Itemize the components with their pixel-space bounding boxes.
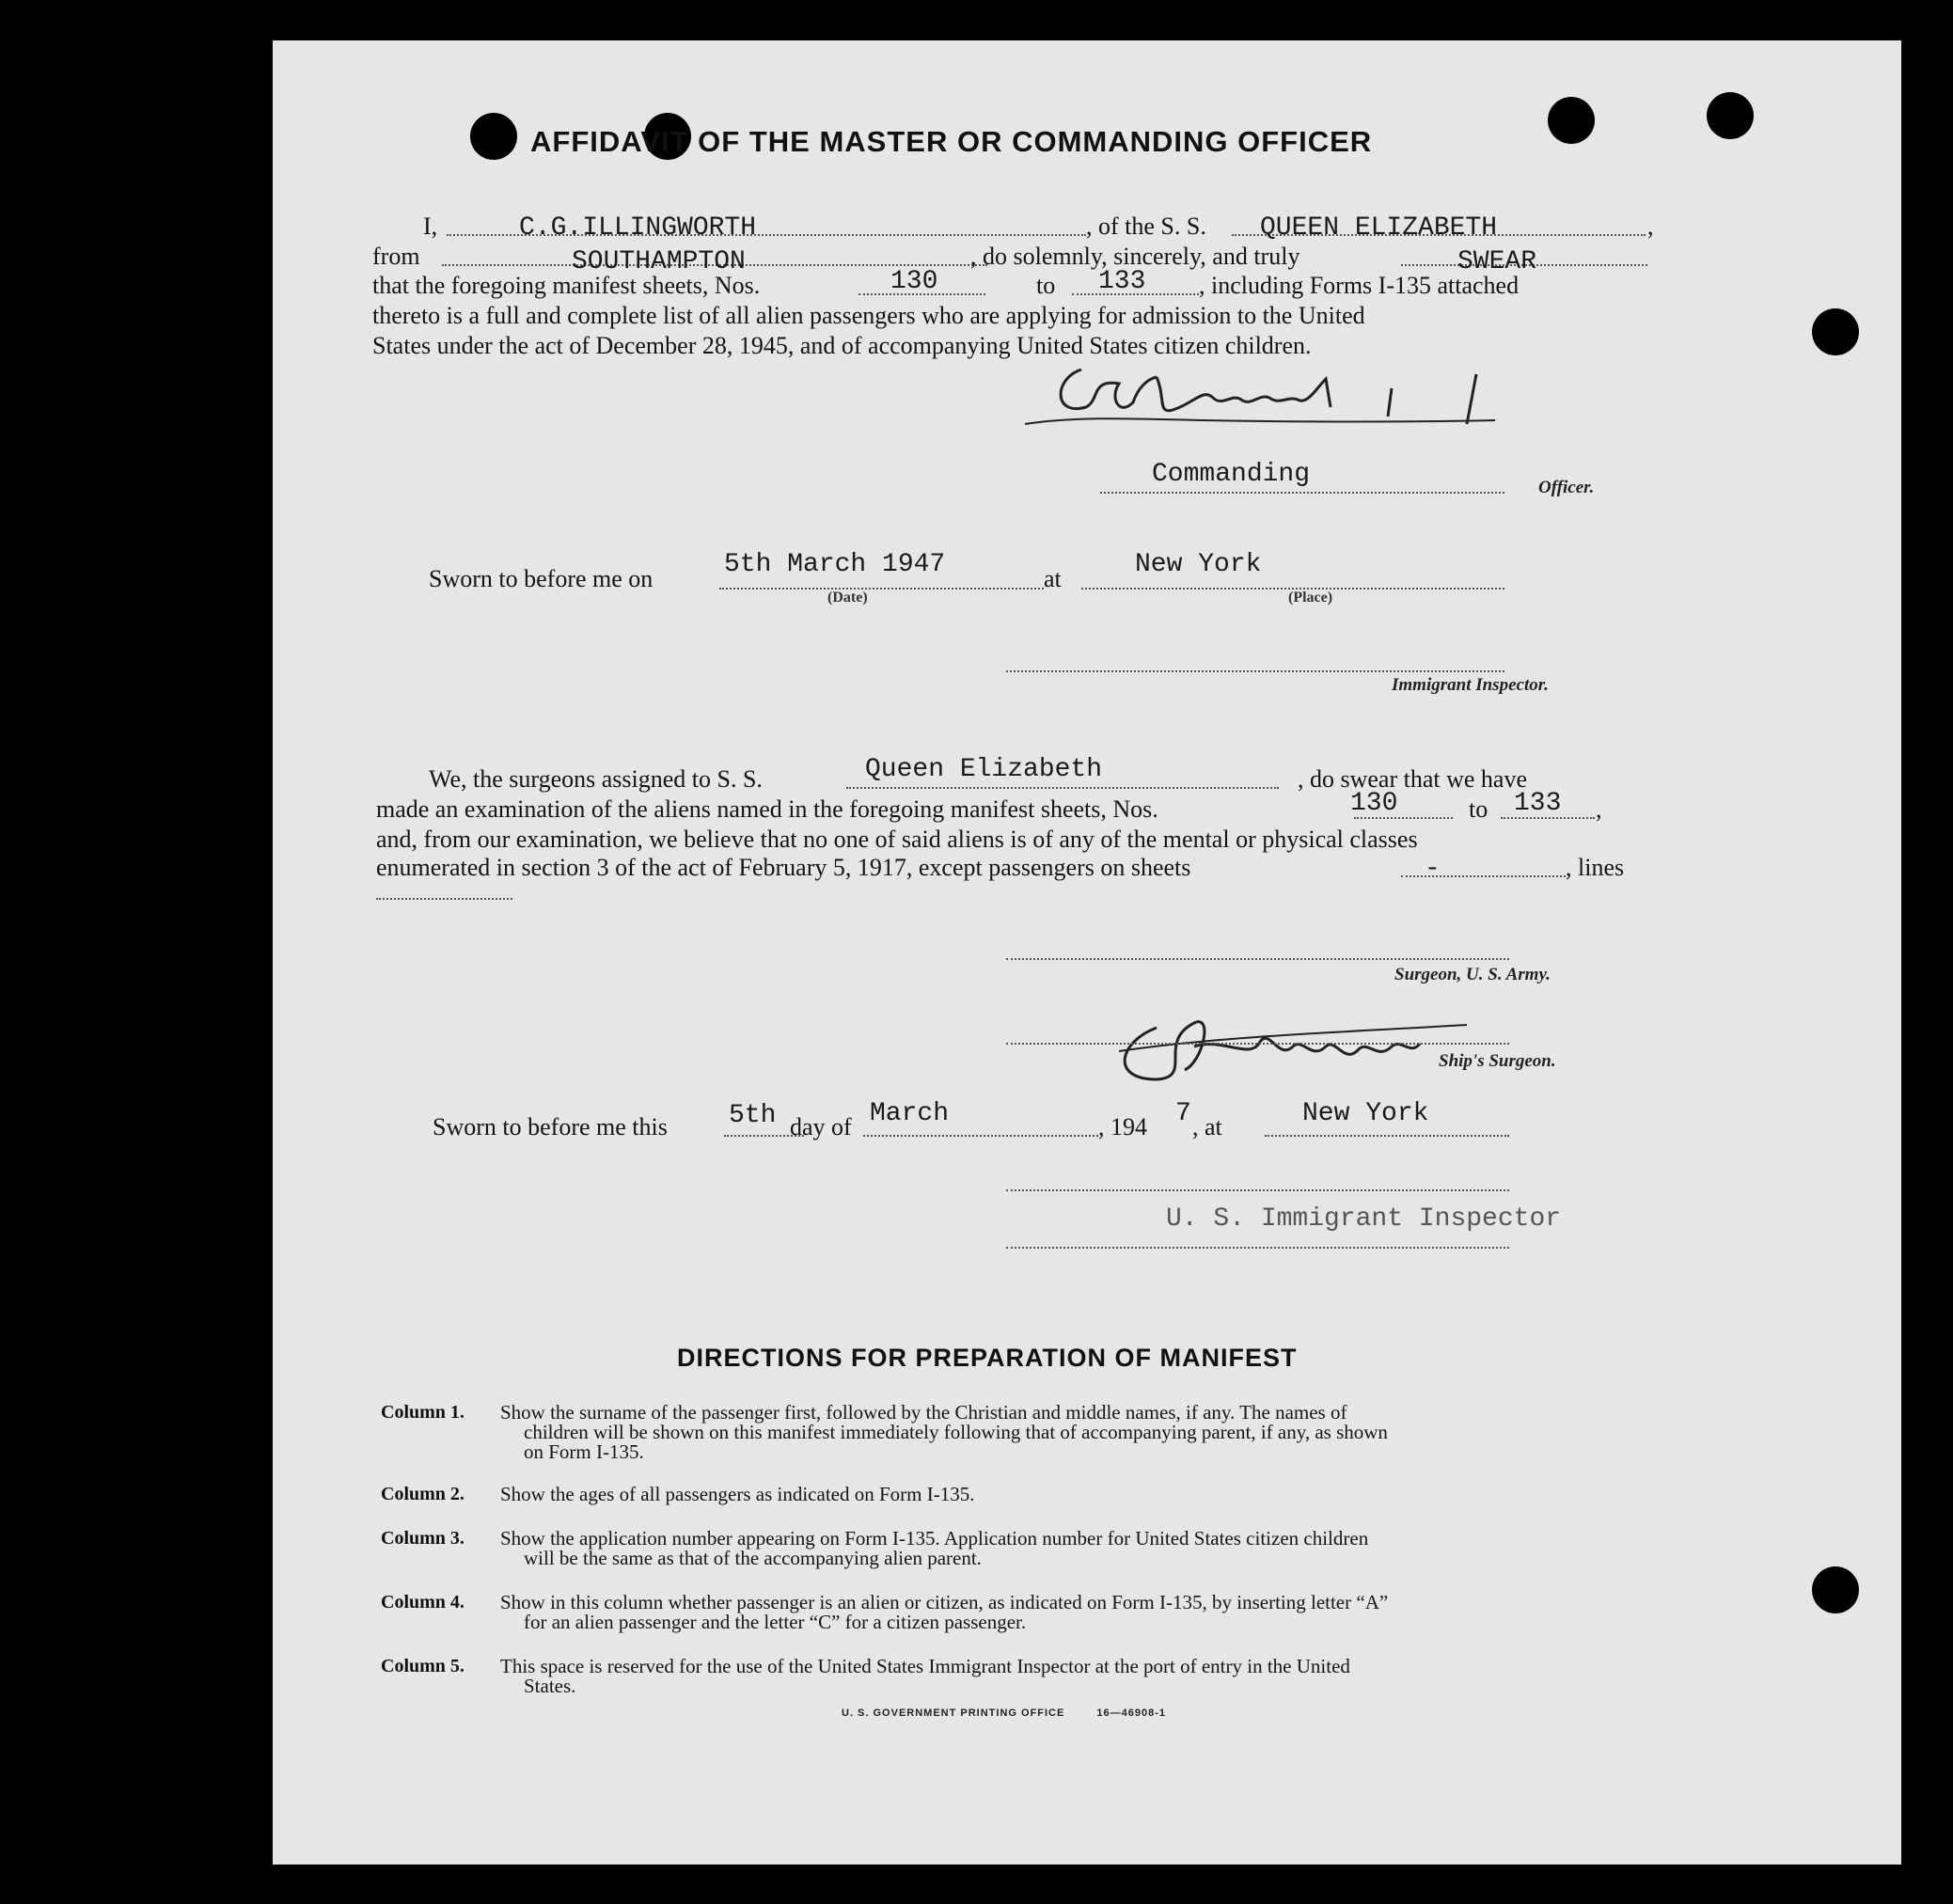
directions-title: DIRECTIONS FOR PREPARATION OF MANIFEST [677,1344,1298,1372]
affidavit-i-label: I, [423,212,438,240]
column-text-line: This space is reserved for the use of the United States Immigrant Inspector at the port of entry in the United [500,1655,1350,1677]
column-label: Column 1. [381,1402,465,1423]
form-code: 16—46908-1 [1096,1707,1167,1719]
from-label: from [372,243,420,270]
officer-caption: Officer. [1538,478,1595,497]
master-name: C.G.ILLINGWORTH [519,213,757,243]
affidavit-title: AFFIDAVIT OF THE MASTER OR COMMANDING OFFICER [530,125,1373,158]
year-digit: 7 [1175,1099,1191,1128]
column-text-line: children will be shown on this manifest immediately following that of accompanying parent, if any, as shown [524,1421,1388,1443]
inspector-line-3 [1006,1247,1509,1249]
sworn-place-line-2 [1265,1135,1509,1137]
inspector-stamp: U. S. Immigrant Inspector [1166,1204,1562,1234]
sworn-month: March [870,1099,950,1128]
column-label: Column 5. [381,1656,465,1676]
immigrant-inspector-caption: Immigrant Inspector. [1392,675,1549,695]
sworn-date: 5th March 1947 [724,550,946,579]
port-name: SOUTHAMPTON [572,247,746,276]
ship-surgeon-signature [1100,1004,1504,1089]
punch-hole [470,113,517,160]
date-caption: (Date) [827,590,868,606]
month-line [863,1135,1098,1137]
punch-hole [1707,92,1754,139]
manifest-sheets-text: that the foregoing manifest sheets, Nos. [372,272,761,299]
surgeon-ship-line [846,787,1279,789]
sworn-at-label: at [1044,565,1062,592]
sworn-place: New York [1135,550,1262,579]
punch-hole [1812,1566,1859,1613]
column-label: Column 3. [381,1528,465,1549]
surgeons-line4-a: enumerated in section 3 of the act of February 5, 1917, except passengers on sheets [376,854,1191,881]
sheet-from-value: 130 [890,267,938,296]
except-lines-line [376,898,512,900]
surgeons-line1-a: We, the surgeons assigned to S. S. [429,765,763,793]
column-text-line: will be the same as that of the accompanying alien parent. [524,1547,982,1569]
place-caption: (Place) [1288,590,1333,606]
column-label: Column 4. [381,1592,465,1613]
column-text-line: Show the application number appearing on Form I-135. Application number for United States citizen children [500,1527,1369,1550]
surgeon-ship-name: Queen Elizabeth [865,755,1103,784]
sworn-day: 5th [729,1101,777,1130]
column-text-line: Show the surname of the passenger first, followed by the Christian and middle names, if any. The names of [500,1401,1347,1424]
sworn-date-line [719,588,1044,590]
surgeon-sheet-to: 133 [1514,789,1562,818]
surgeon-sheet-from: 130 [1350,789,1398,818]
surgeons-line4-b: , lines [1566,854,1625,881]
day-of-label: day of [790,1113,852,1141]
except-sheets-value: - [1425,855,1441,884]
army-surgeon-line [1006,958,1509,960]
ship-surgeon-caption: Ship's Surgeon. [1439,1051,1556,1071]
year-prefix: , 194 [1098,1113,1147,1141]
surgeons-line2-comma: , [1596,795,1602,823]
officer-rank: Commanding [1152,460,1311,489]
sworn-place-2: New York [1302,1099,1429,1128]
inspector-signature-line [1006,670,1504,672]
printer-name: U. S. GOVERNMENT PRINTING OFFICE [842,1707,1065,1719]
column-text-line: Show the ages of all passengers as indicated on Form I-135. [500,1483,975,1505]
army-surgeon-caption: Surgeon, U. S. Army. [1394,965,1551,984]
sheet-to-value: 133 [1098,267,1146,296]
column-text-line: on Form I-135. [524,1440,644,1463]
printer-credit [842,1707,1166,1719]
of-the-ss-label: , of the S. S. [1086,212,1206,240]
line1-comma: , [1647,212,1654,240]
surgeons-line3: and, from our examination, we believe that no one of said aliens is of any of the mental or physical classes [376,826,1418,853]
column-label: Column 2. [381,1484,465,1504]
document-page [273,40,1901,1865]
rank-line [1100,492,1504,494]
sworn-label: Sworn to before me on [429,565,654,592]
surgeons-line1-b: , do swear that we have [1298,765,1528,793]
sworn-this-label: Sworn to before me this [433,1113,668,1141]
column-text-line: for an alien passenger and the letter “C” for a citizen passenger. [524,1611,1027,1633]
inspector-line-2 [1006,1189,1509,1191]
affidavit-line4: thereto is a full and complete list of all alien passengers who are applying for admission to the United [372,302,1365,329]
punch-hole [1812,308,1859,355]
ship-name-typed: QUEEN ELIZABETH [1260,213,1498,243]
to-label: to [1036,272,1056,299]
surgeon-to-label: to [1469,795,1488,823]
master-signature [1016,351,1504,435]
oath-word: SWEAR [1457,247,1537,276]
sworn-at-label-2: , at [1192,1113,1222,1141]
affidavit-line5: States under the act of December 28, 1945, and of accompanying United States citizen children. [372,332,1312,359]
do-solemnly-text: , do solemnly, sincerely, and truly [970,243,1300,270]
including-forms-text: , including Forms I-135 attached [1199,272,1520,299]
column-text-line: States. [524,1675,576,1697]
ship-surgeon-line [1006,1043,1509,1045]
punch-hole [1548,97,1595,144]
column-text-line: Show in this column whether passenger is an alien or citizen, as indicated on Form I-135, by inserting letter “A” [500,1591,1389,1613]
surgeons-line2-a: made an examination of the aliens named in the foregoing manifest sheets, Nos. [376,795,1158,823]
